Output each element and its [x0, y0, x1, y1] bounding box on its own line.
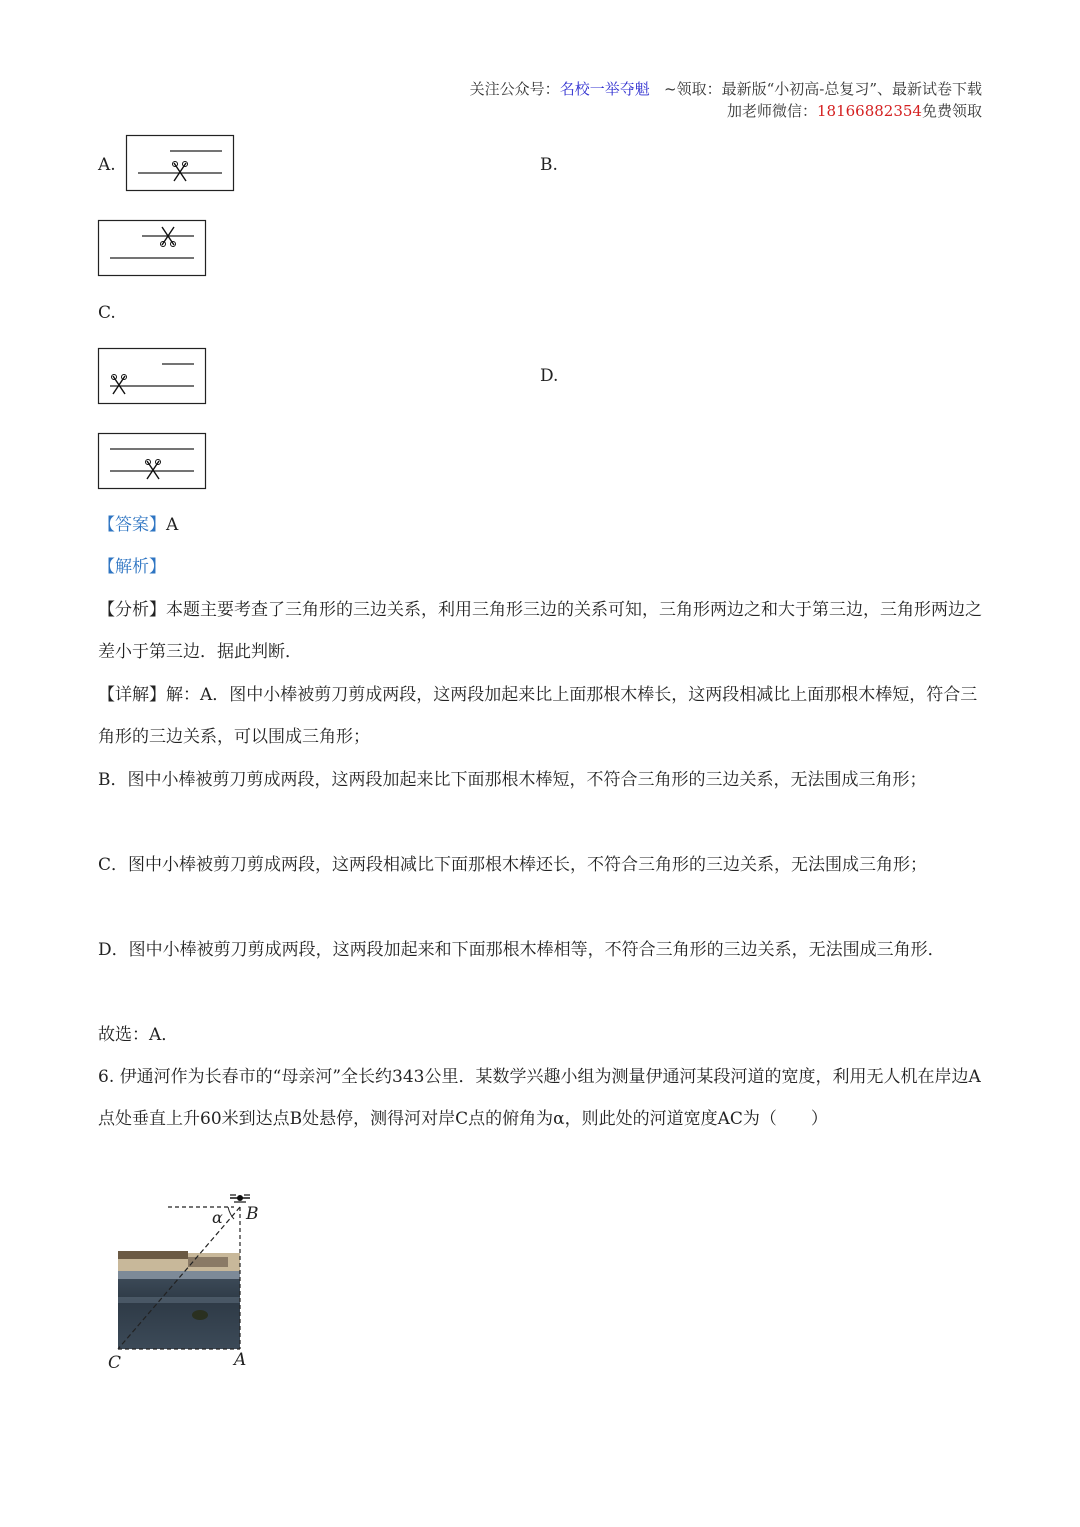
answer-value: A — [166, 515, 179, 535]
option-d-figure — [98, 433, 206, 489]
analysis-detail-c: C．图中小棒被剪刀剪成两段，这两段相减比下面那根木棒还长，不符合三角形的三边关系，无法围成三角形； — [98, 855, 928, 875]
option-c-label: C. — [98, 303, 116, 323]
analysis-detail-a — [98, 674, 983, 758]
header-account-link[interactable]: 名校一举夺魁 — [559, 80, 650, 98]
scissors-icon — [146, 460, 161, 480]
point-b-label: B — [246, 1204, 259, 1224]
river-width-figure — [100, 1185, 270, 1375]
header-line-1 — [470, 78, 982, 99]
header-wechat-prefix: 加老师微信： — [726, 102, 817, 120]
header-wechat-suffix: 免费领取 — [921, 102, 982, 120]
point-c-label: C — [108, 1353, 122, 1373]
analysis-detail-d: D．图中小棒被剪刀剪成两段，这两段加起来和下面那根木棒相等，不符合三角形的三边关系，无法围成三角形． — [98, 940, 945, 960]
xiangjie-tag: 【详解】 — [98, 685, 166, 705]
answer-line — [98, 504, 983, 546]
river-photo — [118, 1251, 240, 1349]
analysis-choice: 故选：A． — [98, 1025, 179, 1045]
header-phone: 18166882354 — [817, 102, 922, 120]
option-d-label: D. — [540, 366, 559, 386]
header-line-2 — [727, 100, 982, 121]
question-6-text: 6. 伊通河作为长春市的“母亲河”全长约343公里．某数学兴趣小组为测量伊通河某段河道的宽度，利用无人机在岸边A点处垂直上升60米到达点B处悬停，测得河对岸C点的俯角为α，则此处的河道宽度AC为（ ） — [98, 1067, 981, 1129]
fenxi-tag: 【分析】 — [98, 600, 166, 620]
option-b-figure — [98, 220, 206, 276]
alpha-label: α — [212, 1208, 223, 1227]
scissors-icon — [112, 375, 127, 395]
header-suffix: ~领取：最新版“小初高-总复习”、最新试卷下载 — [664, 80, 982, 98]
fenxi-text: 本题主要考查了三角形的三边关系，利用三角形三边的关系可知，三角形两边之和大于第三边，三角形两边之差小于第三边．据此判断． — [98, 600, 982, 662]
option-a-label: A. — [98, 155, 116, 175]
header-prefix: 关注公众号： — [469, 80, 560, 98]
scissors-icon — [161, 227, 176, 247]
analysis-summary — [98, 589, 983, 673]
option-c-figure — [98, 348, 206, 404]
drone-icon — [230, 1195, 250, 1202]
analysis-heading — [98, 546, 983, 588]
xiangjie-text: 解：A．图中小棒被剪刀剪成两段，这两段加起来比上面那根木棒长，这两段相减比上面那根木棒短，符合三角形的三边关系，可以围成三角形； — [98, 685, 978, 747]
answer-tag: 【答案】 — [98, 515, 166, 535]
option-a-figure — [126, 135, 234, 191]
option-b-label: B. — [540, 155, 558, 175]
analysis-tag: 【解析】 — [98, 557, 166, 577]
analysis-detail-b: B．图中小棒被剪刀剪成两段，这两段加起来比下面那根木棒短，不符合三角形的三边关系，无法围成三角形； — [98, 770, 927, 790]
scissors-icon — [173, 162, 188, 182]
point-a-label: A — [234, 1350, 247, 1370]
